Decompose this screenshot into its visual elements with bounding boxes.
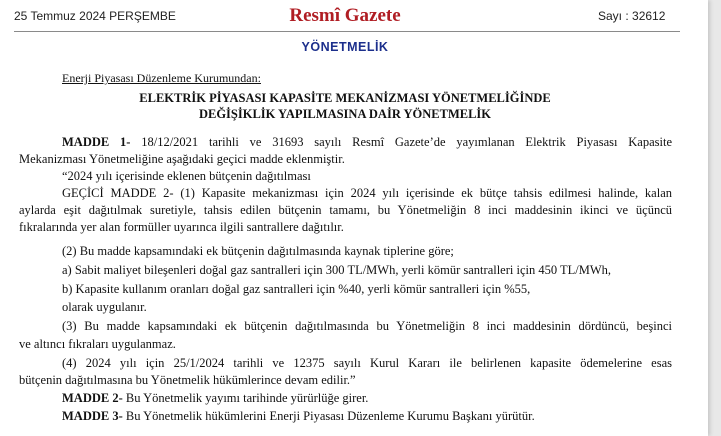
article-2-label: MADDE 2- — [62, 391, 123, 405]
article-3 — [62, 408, 535, 424]
paragraph-2b-continued: olarak uygulanır. — [62, 300, 147, 314]
provisional-article-line3: fıkralarında yer alan formüller uyarınca ilgili santrallere dağıtılır. — [19, 220, 344, 234]
paragraph-3-line2: ve altıncı fıkraları uygulanmaz. — [19, 337, 176, 351]
provisional-article-line2: aylarda eşit dağıtılmak suretiyle, tahsis edilen bütçenin tamamı, bu Yönetmeliğin 8 inci maddesinin ikinci ve üçüncü — [19, 203, 672, 217]
paragraph-4-line2: bütçenin dağıtılmasına bu Yönetmelik hükümlerince devam edilir.” — [19, 373, 356, 387]
article-3-label: MADDE 3- — [62, 409, 123, 423]
paragraph-4-line1: (4) 2024 yılı için 25/1/2024 tarihli ve 12375 sayılı Kurul Kararı ile belirlenen kapasite ödemelerine esas — [62, 356, 672, 370]
provisional-heading: “2024 yılı içerisinde eklenen bütçenin dağıtılması — [62, 169, 311, 183]
paragraph-2: (2) Bu madde kapsamındaki ek bütçenin dağıtılmasında kaynak tiplerine göre; — [62, 244, 454, 258]
article-1-line2: Mekanizması Yönetmeliğine aşağıdaki geçici madde eklenmiştir. — [19, 152, 345, 166]
paragraph-2b: b) Kapasite kullanım oranları doğal gaz santralleri için %40, yerli kömür santralleri için %55, — [62, 282, 531, 296]
article-2 — [62, 390, 368, 406]
header-divider — [14, 31, 680, 32]
paragraph-2a: a) Sabit maliyet bileşenleri doğal gaz santralleri için 300 TL/MWh, yerli kömür santralleri için 450 TL/MWh, — [62, 263, 612, 277]
issue-number: Sayı : 32612 — [598, 9, 666, 23]
article-3-text: Bu Yönetmelik hükümlerini Enerji Piyasası Düzenleme Kurumu Başkanı yürütür. — [122, 409, 535, 423]
section-heading: YÖNETMELİK — [301, 40, 389, 54]
issue-date: 25 Temmuz 2024 PERŞEMBE — [14, 9, 176, 23]
article-1-text: 18/12/2021 tarihli ve 31693 sayılı Resmî Gazete’de yayımlanan Elektrik Piyasası Kapasite — [130, 135, 672, 149]
provisional-article-text: (1) Kapasite mekanizması için 2024 yılı içerisinde ek bütçe tahsis edilmesi halinde, kalan — [173, 186, 672, 200]
regulation-title-line1: ELEKTRİK PİYASASI KAPASİTE MEKANİZMASI YÖNETMELİĞİNDE — [139, 91, 551, 105]
article-1-label: MADDE 1- — [62, 135, 131, 149]
provisional-article-line1 — [62, 185, 672, 201]
paragraph-3-line1: (3) Bu madde kapsamındaki ek bütçenin dağıtılmasında bu Yönetmeliğin 8 inci maddesinin dördüncü, beşinci — [62, 319, 672, 333]
regulation-title-line2: DEĞİŞİKLİK YAPILMASINA DAİR YÖNETMELİK — [198, 107, 492, 121]
issuing-authority: Enerji Piyasası Düzenleme Kurumundan: — [62, 71, 261, 85]
article-1-line1 — [62, 134, 672, 150]
article-2-text: Bu Yönetmelik yayımı tarihinde yürürlüğe girer. — [122, 391, 369, 405]
provisional-article-label: GEÇİCİ MADDE 2- — [62, 186, 174, 200]
gazette-title: Resmî Gazete — [289, 5, 401, 26]
regulation-title — [0, 90, 690, 122]
